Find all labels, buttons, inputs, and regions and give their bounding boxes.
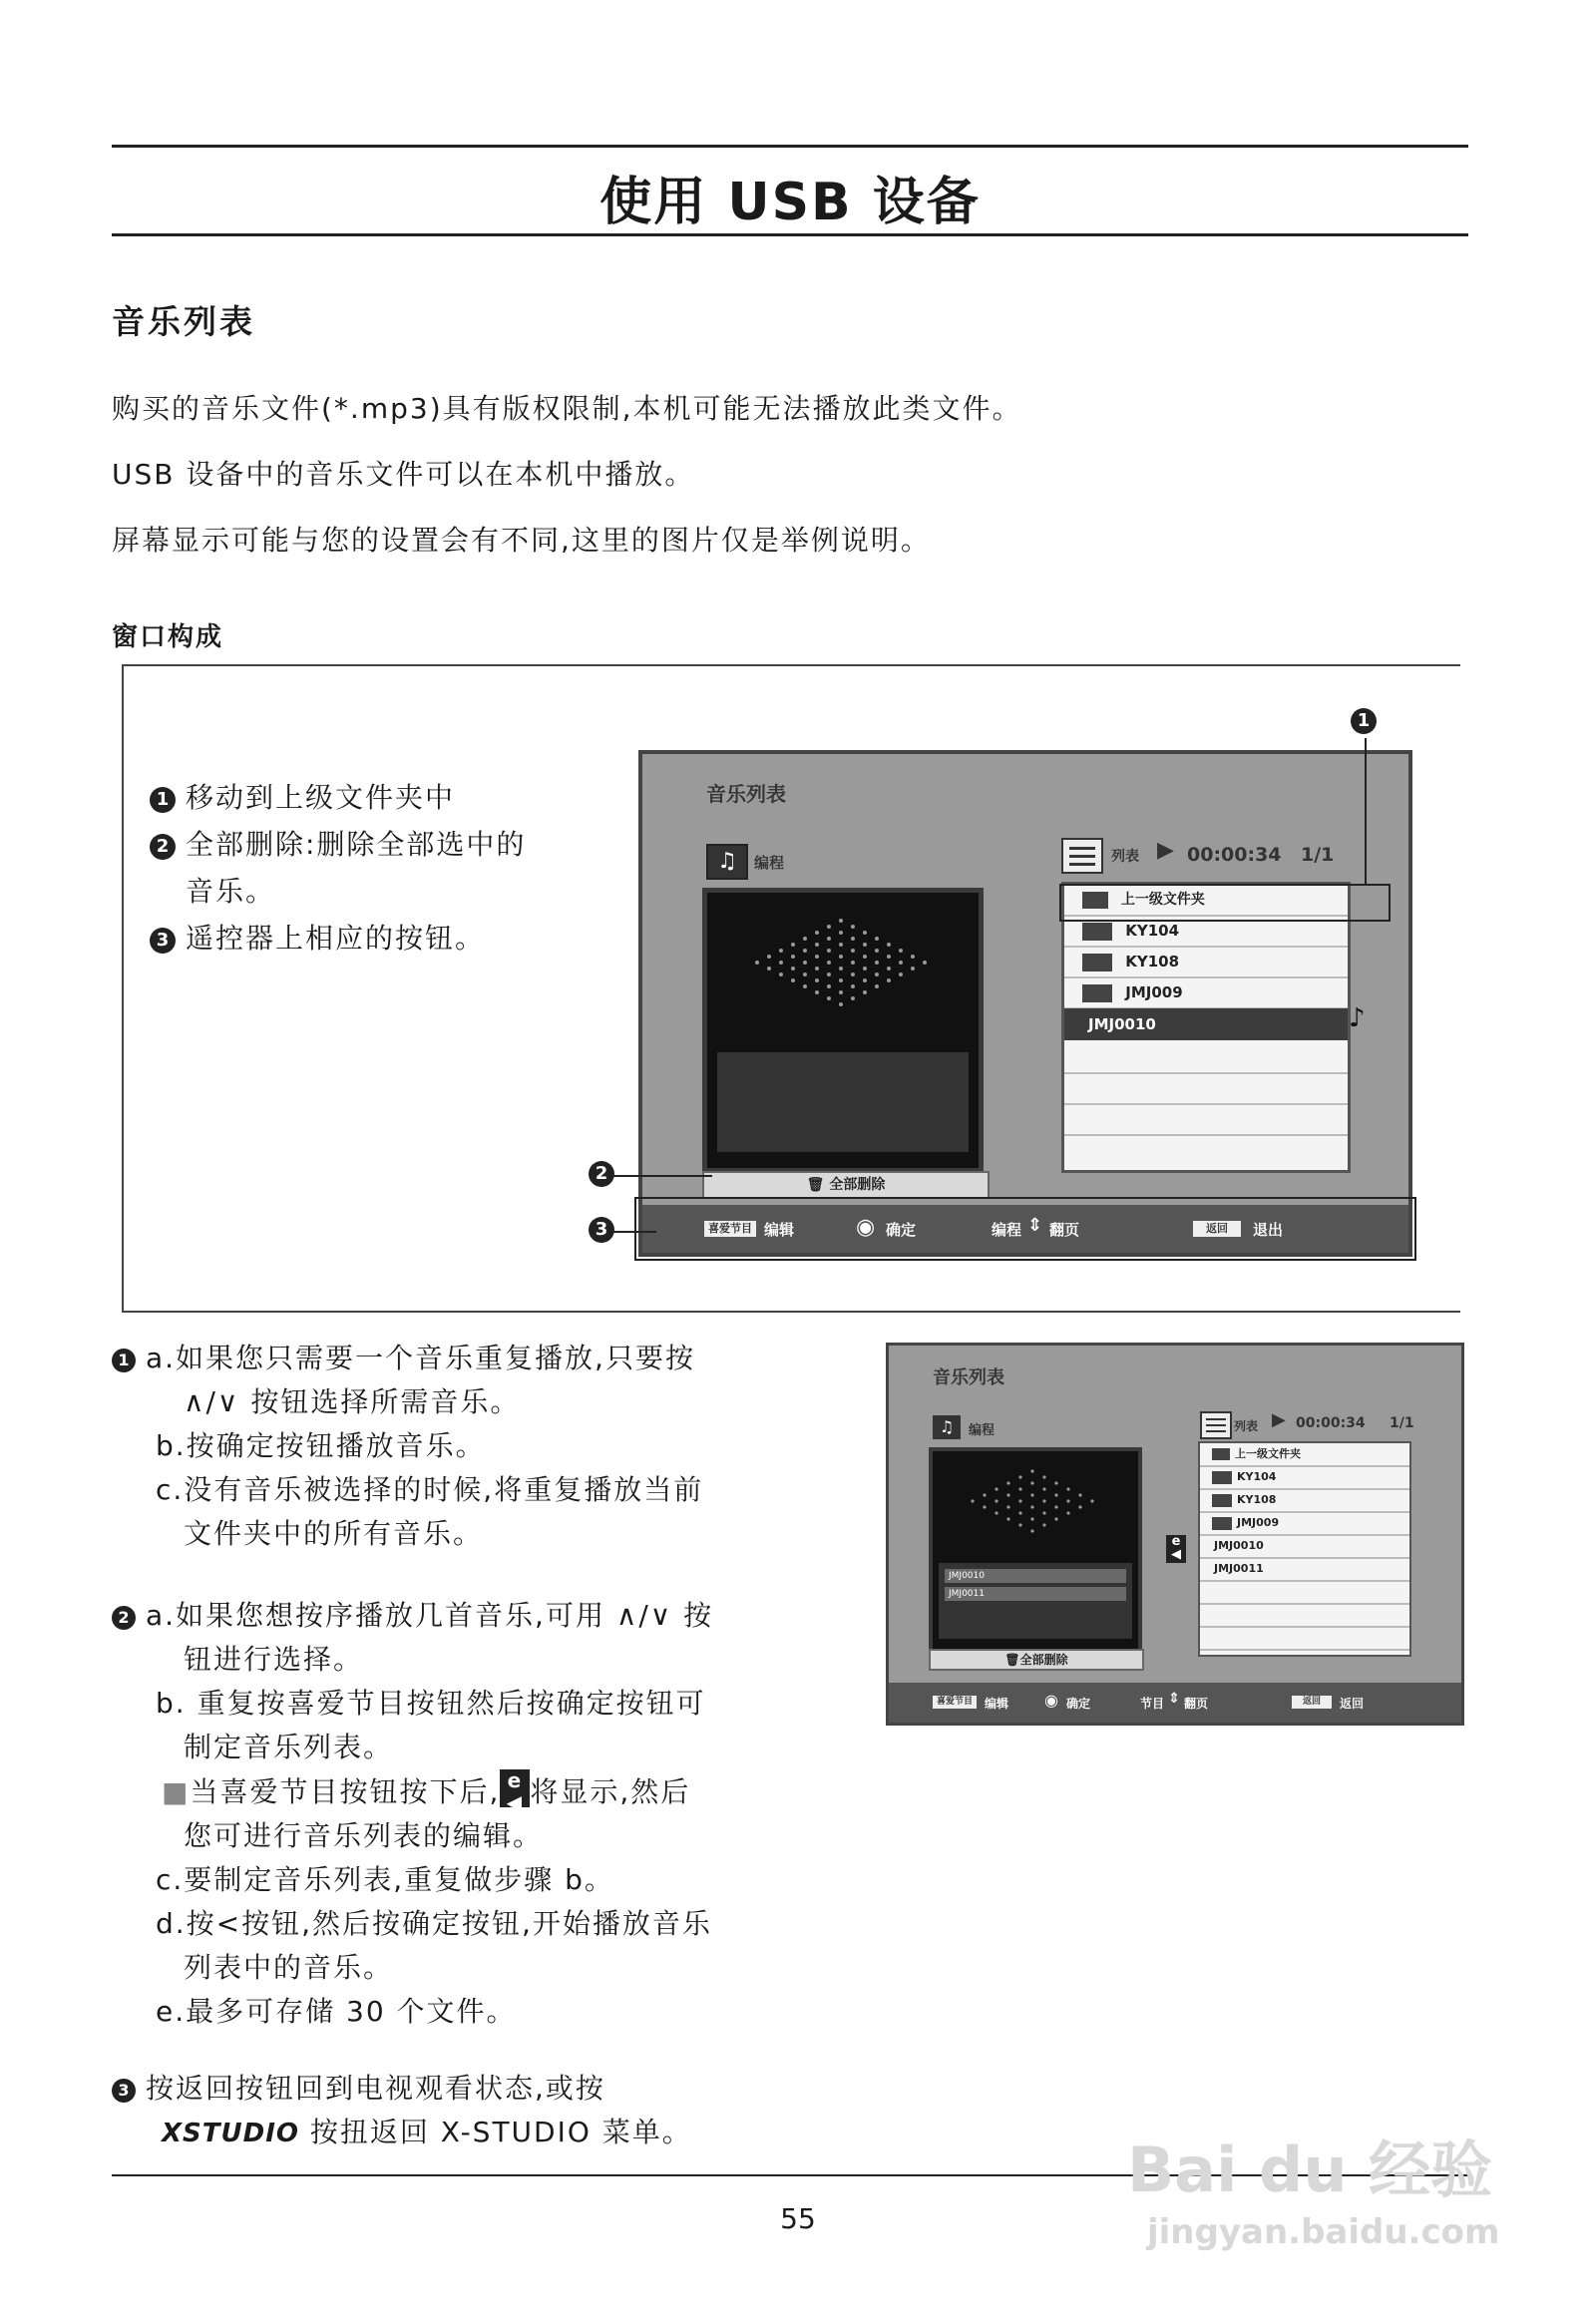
list-item-parent-folder[interactable]: 上一级文件夹 (1064, 885, 1348, 917)
delete-all-button[interactable]: 🗑 全部删除 (702, 1171, 990, 1199)
instructions-section-3: 3 按返回按钮回到电视观看状态,或按 XSTUDIO 按扭返回 X-STUDIO 菜单。 (112, 2067, 692, 2155)
play-time: 00:00:34 (1187, 844, 1282, 866)
list-item-empty (1200, 1581, 1409, 1605)
folder-icon (1212, 1517, 1232, 1530)
music-note-icon: ♫ (933, 1415, 961, 1439)
callout-2-line (612, 1175, 712, 1177)
list-item[interactable]: KY104 (1064, 916, 1348, 948)
footer-ok: 确定 (886, 1221, 917, 1239)
section-title: 音乐列表 (112, 302, 255, 341)
folder-icon (1082, 984, 1112, 1002)
list-label: 列表 (1111, 849, 1139, 865)
paragraph-disclaimer: 屏幕显示可能与您的设置会有不同,这里的图片仅是举例说明。 (112, 524, 931, 557)
music-list-screen (638, 750, 1412, 1257)
screen2-footer (889, 1683, 1461, 1723)
list-item[interactable]: KY108 (1200, 1489, 1409, 1513)
instructions-section-1: 1 a.如果您只需要一个音乐重复播放,只要按 ∧/∨ 按钮选择所需音乐。 b.按确定按钮播放音乐。 c.没有音乐被选择的时候,将重复播放当前 文件夹中的所有音乐。 (112, 1337, 703, 1556)
top-rule (112, 145, 1468, 148)
favorite-key-chip: 喜爱节目 (704, 1221, 756, 1237)
music-note-icon: ♫ (706, 844, 748, 880)
callout-3-marker: 3 (589, 1217, 624, 1243)
up-down-icon: ⇕ (1027, 1215, 1043, 1236)
visualizer-icon (933, 1451, 1138, 1551)
subsection-title: 窗口构成 (112, 622, 224, 652)
folder-icon (1082, 954, 1112, 971)
music-list-screen-program (886, 1343, 1464, 1726)
footer-edit: 编辑 (764, 1221, 795, 1239)
callout-3-highlight (634, 1197, 1416, 1261)
file-list (1198, 1441, 1411, 1657)
page-title: 使用 USB 设备 (599, 173, 981, 232)
callout-1-icon: 1 (150, 787, 176, 813)
program-list-panel (939, 1563, 1132, 1639)
instructions-section-2: 2 a.如果您想按序播放几首音乐,可用 ∧/∨ 按 钮进行选择。 b. 重复按喜爱节目按钮然后按确定按钮可 制定音乐列表。 ■当喜爱节目按钮按下后, e ◀ 将显示,然后 您可进行音乐列表的编辑。 c.要制定音乐列表,重复做步骤 b。 d.按<按钮,然后按确定按钮,开始播放音乐 列表中的音乐。 e.最多可存储 30 个文件。 (112, 1594, 713, 2034)
visualizer-icon (707, 893, 979, 1042)
screen2-title: 音乐列表 (933, 1367, 1004, 1388)
legend-item-2: 2 全部删除:删除全部选中的 (150, 821, 526, 868)
screen-title: 音乐列表 (706, 782, 786, 806)
page-indicator: 1/1 (1390, 1415, 1414, 1431)
program-label: 编程 (969, 1423, 996, 1438)
paragraph-usb: USB 设备中的音乐文件可以在本机中播放。 (112, 458, 695, 491)
list-item[interactable]: JMJ009 (1200, 1512, 1409, 1536)
footer-page-key: 编程 (992, 1221, 1022, 1239)
list-icon (1061, 838, 1103, 874)
program-list-panel (717, 1052, 969, 1152)
program-item[interactable]: JMJ0010 (945, 1569, 1126, 1583)
program-label: 编程 (754, 854, 785, 872)
back-key-chip: 返回 (1292, 1696, 1332, 1709)
footer-page-turn: 翻页 (1049, 1221, 1080, 1239)
legend-item-1: 1 移动到上级文件夹中 (150, 774, 526, 821)
list-label: 列表 (1234, 1419, 1259, 1433)
list-item[interactable]: KY104 (1200, 1466, 1409, 1490)
step-2-icon: 2 (112, 1606, 136, 1630)
title-underline (112, 233, 1468, 236)
legend-item-3: 3 遥控器上相应的按钮。 (150, 915, 526, 962)
callout-1-line (1365, 738, 1367, 886)
program-item[interactable]: JMJ0011 (945, 1587, 1126, 1601)
list-item-selected[interactable]: JMJ0010 (1064, 1008, 1348, 1040)
callout-3-icon: 3 (150, 928, 176, 954)
file-list (1061, 882, 1351, 1173)
play-time: 00:00:34 (1296, 1415, 1366, 1431)
footer-page-turn: 翻页 (1184, 1697, 1209, 1711)
callout-1-marker: 1 (1351, 708, 1387, 734)
folder-icon (1212, 1494, 1232, 1507)
folder-icon (1212, 1471, 1232, 1484)
list-item[interactable]: JMJ0011 (1200, 1558, 1409, 1582)
callout-2-icon: 2 (150, 834, 176, 860)
playing-note-icon: ♪ (1349, 1003, 1366, 1033)
bullet-square-icon: ■ (162, 1775, 191, 1808)
visualizer-panel (929, 1447, 1142, 1655)
callout-1-highlight (1059, 884, 1391, 922)
edit-mode-icon: e ◀ (1166, 1535, 1186, 1563)
footer-edit: 编辑 (985, 1697, 1009, 1711)
list-item[interactable]: JMJ0010 (1200, 1535, 1409, 1559)
list-item-empty (1064, 1073, 1348, 1105)
page-number: 55 (780, 2202, 816, 2235)
folder-icon (1082, 923, 1112, 941)
legend-item-2-cont: 音乐。 (186, 875, 276, 908)
xstudio-logo: XSTUDIO (162, 2119, 299, 2148)
footer-ok: 确定 (1066, 1697, 1091, 1711)
list-item-parent-folder[interactable]: 上一级文件夹 (1200, 1443, 1409, 1467)
watermark-url: jingyan.baidu.com (1147, 2212, 1500, 2252)
favorite-key-chip: 喜爱节目 (933, 1696, 977, 1709)
legend (150, 774, 526, 962)
step-3-icon: 3 (112, 2079, 136, 2103)
trash-icon: 🗑 (1004, 1653, 1020, 1667)
callout-2-marker: 2 (589, 1161, 624, 1187)
watermark-brand: Bai du 经验 (1127, 2133, 1493, 2206)
list-item[interactable]: KY108 (1064, 947, 1348, 978)
paragraph-copyright: 购买的音乐文件(*.mp3)具有版权限制,本机可能无法播放此类文件。 (112, 392, 1022, 425)
play-icon: ▶ (1157, 838, 1174, 863)
footer-exit: 退出 (1253, 1221, 1284, 1239)
back-key-chip: 返回 (1193, 1221, 1241, 1237)
trash-icon: 🗑 (806, 1177, 825, 1193)
list-item-empty (1064, 1042, 1348, 1074)
footer-page-key: 节目 (1140, 1697, 1165, 1711)
list-item[interactable]: JMJ009 (1064, 977, 1348, 1009)
up-down-icon: ⇕ (1168, 1691, 1180, 1707)
visualizer-panel (702, 888, 984, 1173)
parent-folder-icon (1212, 1448, 1230, 1460)
ok-circle-icon: ◉ (1044, 1691, 1058, 1710)
edit-mode-icon: e ◀ (500, 1769, 530, 1807)
ok-circle-icon: ◉ (856, 1215, 876, 1240)
list-item-empty (1200, 1604, 1409, 1628)
list-item-empty (1064, 1104, 1348, 1136)
list-icon (1200, 1411, 1232, 1439)
footer-exit: 返回 (1340, 1697, 1365, 1711)
list-item-empty (1200, 1627, 1409, 1651)
play-icon: ▶ (1272, 1409, 1286, 1430)
delete-all-button[interactable]: 🗑全部删除 (929, 1649, 1144, 1671)
page-indicator: 1/1 (1301, 844, 1335, 866)
step-1-icon: 1 (112, 1349, 136, 1372)
